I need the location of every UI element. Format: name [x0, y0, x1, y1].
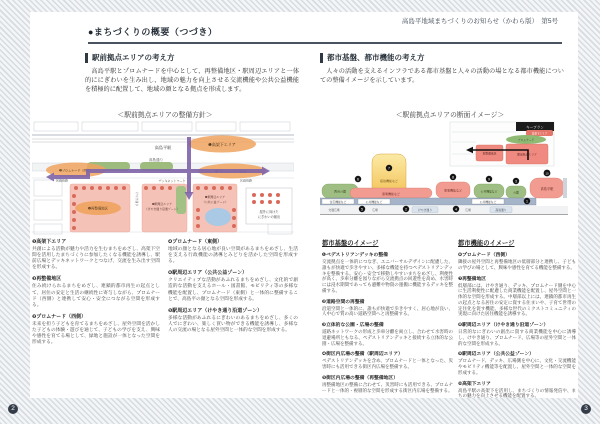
legend-item-body: クリエイティブな活動があふれるまちをめざし、文化的で創造的な活動を支えるホール・図書館、モビリティ等の多様な機能を配置し、プロムナード（東側）と一体的に整備することで、高島平の顔となる空間を形成する。: [168, 277, 298, 301]
legend-item-body: 共創による活動が魅力や活力を生むまちをめざし、高架下空間を活用したまちづくりに参加したくなる機能を誘導し、駅前広場とデッキネットワークとつなげ、交流を生み出す空間を形成する。: [32, 246, 160, 270]
infra-item-title: ❺街区内広場の整備（再整備地区）: [322, 375, 399, 381]
infra-heading: 都市基盤のイメージ: [322, 240, 379, 247]
map-title: ＜駅前拠点エリアの整備方針＞: [117, 112, 213, 119]
function-item-body: プロムナード、デッキ、広場側を中心に、文化・交流機能やモビリティ機能等を配置し、屋外空間と一体的な空間を形成する。: [458, 358, 576, 375]
legend-item-title: ❸再整備地区: [32, 276, 62, 283]
public-zone: [193, 184, 237, 232]
legend-column-right: [168, 238, 298, 338]
legend-item-title: ❺駅周辺エリア（けやき通り沿道ゾーン）: [168, 307, 263, 314]
diagram-title: ＜駅前拠点エリアの断面イメージ＞: [395, 112, 505, 119]
keyplan-inset: [450, 122, 554, 166]
deck-network-label: デッキネットワーク: [158, 179, 186, 183]
function-item-title: ❽駅周辺エリア（けやき通り沿道ゾーン）: [458, 323, 549, 328]
keyplan-promenade-label: プロムナード: [517, 138, 535, 142]
takashima-road-label: 高島通り: [495, 208, 507, 213]
plaza-label: 広場: [372, 208, 378, 212]
infra-item-title: ❸立体的な公園・広場の整備: [322, 323, 384, 328]
svg-text:3: 3: [515, 179, 517, 184]
function-item-body: 高島平駅の高架下を活用し、まちづくりの情報発信や、まちの魅力を向上させる機能を配置する。: [458, 387, 576, 398]
traffic-plaza-label: 交通広場: [328, 208, 340, 212]
zone-keyaki-label2: （けやき通り沿道ゾーン）: [144, 207, 180, 211]
legend-item-title: ❻駅周辺エリア（公共公益ゾーン）: [168, 270, 248, 277]
svg-text:4: 4: [455, 207, 457, 212]
left-section-heading: 駅前拠点エリアの考え方: [85, 53, 175, 63]
legend-item-title: ❷プロムナード（西側）: [32, 313, 87, 320]
function-item-body: 隣接の屋外空間と再整備地区の低層部分と連携し、子どもの学びの場として、興味や感性を育てる機能を整備する。: [458, 259, 576, 270]
redevelopment-zone: [70, 184, 130, 232]
infra-item-body: 再整備地区の整備に合わせて、災害時にも活用できる、プロムナードと一体的・複層的な空間を形成する街区内広場を整備する。: [322, 381, 453, 393]
svg-text:7: 7: [388, 166, 390, 171]
legend-item-title: ❹プロムナード（東側）: [168, 239, 223, 245]
commercial-label: 商業機能など: [381, 192, 401, 196]
district-street-label: 区画街路: [55, 178, 69, 183]
station-area-map: [32, 120, 294, 236]
keyplan-tag-label: キープラン: [526, 125, 544, 130]
hotel-label: 宿泊機能など: [379, 179, 399, 183]
zone-under-viaduct-label: ❶高架下エリア: [208, 142, 236, 147]
public-label: 公共機能など: [365, 199, 383, 204]
zone-redevelopment-label: ❸再整備地区: [88, 206, 108, 211]
park-west-label: 西台公園: [333, 189, 347, 194]
legend-item-title: ❶高架下エリア: [32, 239, 67, 245]
infra-item-body: 道路ネットワークの形成と歩車分離を両立し、合わせて水害時の退避場所ともなる、ペデストリアンデッキと接続する立体的な公園・広場を整備する。: [322, 329, 453, 346]
zone-public-label2: （公共公益ゾーン）: [202, 200, 228, 204]
plaza-label: 広場: [465, 208, 471, 212]
function-column: [458, 238, 576, 398]
legend-item-body: 多様な活動があふれるにぎわいのあるまちをめざし、多くの人でにぎわい、楽しく買い物ができる機能を誘導し、多様な人の交流の場となる屋外空間と一体的な空間を形成する。: [168, 314, 298, 332]
legend-item-body: 地域の顔となる居心地が良い空間があるまちをめざし、生活を支える行政機能の誘導とみどりを活かした空間を形成する。: [168, 246, 298, 264]
right-section-heading: 都市基盤、都市機能の考え方: [320, 53, 425, 63]
legend-column-left: [32, 238, 160, 350]
infra-item-title: ❷道路空間の再整備: [322, 299, 365, 305]
keyplan-viaduct-label: 高架下エリア: [531, 132, 548, 136]
page-number-left: 2: [8, 404, 18, 414]
park-label: 公園: [513, 190, 519, 195]
station-label: 高島平駅: [154, 145, 172, 150]
function-item-body: 日常的なにぎわいの創出に資する商業機能を中心に誘導し、けやき通り、プロムナード、広場等の屋外空間と一体的な空間を形成する。: [458, 329, 576, 346]
housing-label: 住宅機能など: [329, 199, 347, 204]
function-item-title: ❿高架下エリア: [458, 381, 491, 387]
annotation-line1: 屋外に向けた: [259, 210, 279, 214]
paper-sheet: [30, 12, 578, 398]
zone-public-label: ❻駅周辺エリア: [205, 195, 225, 199]
district-street-label: 区画街路: [239, 178, 253, 183]
function-heading: 都市機能のイメージ: [458, 240, 515, 247]
svg-text:6: 6: [357, 177, 359, 182]
svg-text:10: 10: [545, 171, 549, 176]
function-item-title: ❼再整備地区: [458, 276, 487, 282]
public-label: 公共機能など: [480, 189, 498, 194]
public-label: 公共機能など: [479, 199, 497, 204]
legend-item-body: 未来を担う子どもを育てるまちをめざし、屋外空間を活かした子どもの体験・遊びを通じて、子どもの学びを支え、興味や感性を育てる場として、緑地と施設が一体となった空間を形成する。: [32, 320, 160, 345]
zone-keyaki-label: ❺駅周辺エリア: [152, 202, 172, 206]
page-number-right: 3: [581, 404, 591, 414]
ground-band: [320, 206, 568, 214]
cross-section-diagram: [320, 120, 568, 232]
infra-item-body: 沿道空間と一体的に、誰もが快適で歩きやすく、居心地が良い、人中心で質の高い道路空間へと再整備する。: [322, 305, 453, 317]
left-page-title: ●まちづくりの概要（つづき）: [88, 27, 218, 37]
header-rule: [88, 42, 562, 44]
infra-column: [322, 238, 453, 397]
infra-item-body: ペデストリアンデッキを含め、プロムナードと一体となった、災害時にも活用できる街区内広場を整備する。: [322, 358, 453, 369]
keyaki-street-label: けやき通り: [135, 192, 139, 206]
edge-marker: [563, 178, 567, 198]
zone-promenade-east-label: ❹プロムナード（東側）: [215, 169, 249, 174]
zone-promenade-west-label: ❷プロムナード（西側）: [59, 168, 93, 173]
function-item-title: ❾駅周辺エリア（公共公益ゾーン）: [458, 352, 534, 358]
issue-header: 高島平地域まちづくりのお知らせ（かわら版） 第5号: [401, 18, 558, 25]
keyplan-station-area-label: 駅前拠点エリア: [517, 152, 537, 157]
svg-text:5: 5: [361, 207, 363, 212]
railway-lines: [32, 135, 294, 142]
svg-text:8: 8: [452, 175, 454, 180]
station-blob-label: 高島平駅: [540, 187, 554, 191]
svg-text:9: 9: [488, 177, 490, 182]
commercial-label: 商業機能など: [443, 188, 463, 193]
legend-item-body: 住み続けられるまちをめざし、連鎖的都市再生の起点として、居住の安定と生活の継続性に寄与しながら、プロムナード（西側）と連携して安心・安全につながる空間を形成する。: [32, 283, 160, 307]
annotation-line2: にぎわいの創出: [257, 215, 281, 219]
svg-text:2: 2: [405, 207, 407, 212]
keyaki-zone: [142, 184, 187, 232]
keyaki-road-label: けやき通り: [418, 208, 432, 213]
keyplan-redevelopment-label: 再整備地区: [482, 151, 497, 156]
function-item-title: ❻プロムナード（西側）: [458, 253, 510, 258]
infra-item-body: 交流拠点を一体的につなぎ、ユニバーサルデザインに配慮した、誰もが快適で歩きやすい、多様な機能を持つペデストリアンデッキを整備する。安心・安全で移動しやすいまちをめざし、利便性が高く、歩車分離を図りながら交流拠点の回遊性を高め、水害時には浸水期間であっても避難や物資の運搬に機能するデッキを整備する。: [322, 259, 453, 293]
annotation-box: [246, 188, 292, 224]
takashima-road-label: 高島通り: [148, 158, 164, 162]
svg-text:1: 1: [526, 199, 528, 204]
function-item-body: 低層部には、けやき通り、デッキ、プロムナード側を中心に生活利便性に配慮した商業機能を配置し、屋外空間と一体的な空間を形成する。中層部以上には、連鎖的都市再生の起点となる居住の安定に資する住まいや、子育て世帯の定住化を促す機能、多様な世代のミクストコミュニティの実現に向けた居住機能を誘導する。: [458, 282, 576, 317]
infra-item-title: ❶ペデストリアンデッキの整備: [322, 253, 388, 258]
right-section-body: 人々の活動を支えるインフラである都市基盤と人々の活動の場となる都市機能についての整備イメージを示しています。: [320, 68, 564, 84]
infra-item-title: ❹街区内広場の整備（駅周辺エリア）: [322, 352, 403, 358]
left-section-body: 高島平駅とプロムナードを中心として、再整備地区・駅周辺エリアと一体的ににぎわいを生み出し、地域の魅力を向上させる交流機能や公共公益機能を積極的に配置して、地域の顔となる拠点を形成します。: [85, 68, 299, 93]
